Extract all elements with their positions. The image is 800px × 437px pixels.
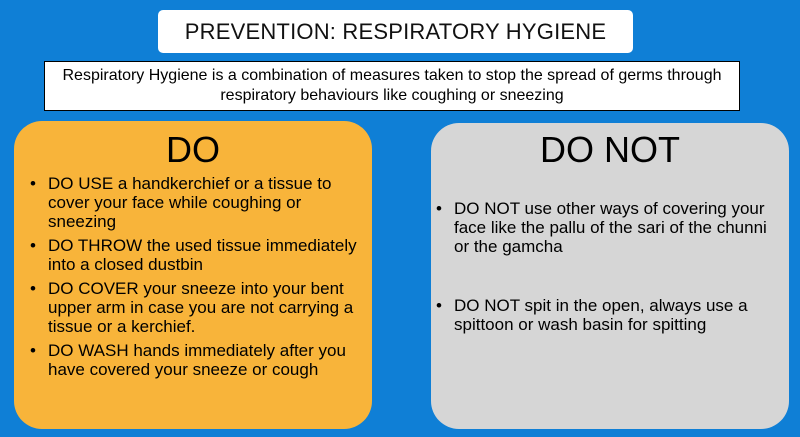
do-item-text: DO COVER your sneeze into your bent upper arm in case you are not carrying a tissue or a kerchief.: [48, 279, 354, 336]
bullet-icon: •: [30, 279, 36, 298]
definition-box: [44, 61, 740, 111]
do-item-text: DO WASH hands immediately after you have covered your sneeze or cough: [48, 341, 346, 379]
bullet-icon: •: [30, 341, 36, 360]
do-not-item-text: DO NOT use other ways of covering your face like the pallu of the sari of the chunni or the gamcha: [454, 199, 767, 256]
do-not-heading: DO NOT: [540, 129, 680, 170]
do-not-panel: [431, 123, 789, 429]
bullet-icon: •: [436, 199, 442, 218]
do-list-item: [26, 174, 368, 231]
do-item-text: DO THROW the used tissue immediately into a closed dustbin: [48, 236, 357, 274]
bullet-icon: •: [30, 174, 36, 193]
do-list-item: [26, 341, 368, 379]
do-not-list: [432, 199, 782, 334]
do-not-list-item: [432, 296, 782, 334]
bullet-icon: •: [436, 296, 442, 315]
do-not-item-text: DO NOT spit in the open, always use a spittoon or wash basin for spitting: [454, 296, 748, 334]
definition-text: Respiratory Hygiene is a combination of measures taken to stop the spread of germs through respiratory behaviours like coughing or sneezing: [62, 67, 722, 104]
do-panel: [14, 121, 372, 429]
do-list: [26, 174, 368, 384]
do-item-text: DO USE a handkerchief or a tissue to cover your face while coughing or sneezing: [48, 174, 332, 231]
do-not-list-item: [432, 199, 782, 256]
do-list-item: [26, 236, 368, 274]
do-list-item: [26, 279, 368, 336]
do-heading: DO: [166, 129, 220, 170]
bullet-icon: •: [30, 236, 36, 255]
slide-title: PREVENTION: RESPIRATORY HYGIENE: [158, 10, 633, 53]
